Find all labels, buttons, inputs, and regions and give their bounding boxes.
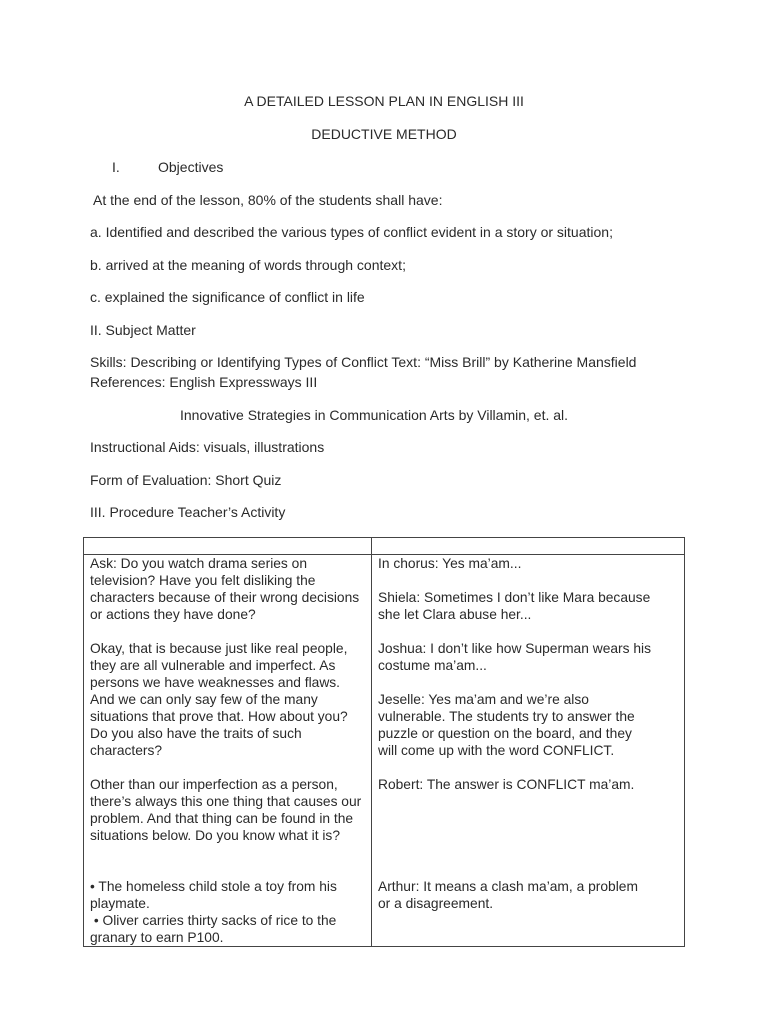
teacher-text-line: situations that prove that. How about you? xyxy=(90,709,348,724)
teacher-text-line: granary to earn P100. xyxy=(90,930,224,945)
teacher-text-line: characters because of their wrong decisions xyxy=(90,590,360,605)
student-text-line: will come up with the word CONFLICT. xyxy=(378,743,615,758)
student-text-line: she let Clara abuse her... xyxy=(378,607,532,622)
student-paragraph xyxy=(378,776,678,793)
spacer xyxy=(378,844,678,861)
student-paragraph xyxy=(378,640,678,674)
student-text-line: Robert: The answer is CONFLICT ma’am. xyxy=(378,777,635,792)
spacer xyxy=(90,759,365,776)
objective-item-a: a. Identified and described the various types of conflict evident in a story or situation; xyxy=(90,224,613,240)
references-line-2: Innovative Strategies in Communication Arts by Villamin, et. al. xyxy=(180,407,569,423)
student-text-line: costume ma’am... xyxy=(378,658,487,673)
teacher-text-line: Ask: Do you watch drama series on xyxy=(90,556,308,571)
subject-matter-heading: II. Subject Matter xyxy=(90,322,196,338)
spacer xyxy=(90,623,365,640)
student-text-line: Jeselle: Yes ma’am and we’re also xyxy=(378,692,589,707)
teacher-text-line: situations below. Do you know what it is? xyxy=(90,828,341,843)
spacer xyxy=(378,623,678,640)
skills-line: Skills: Describing or Identifying Types of Conflict Text: “Miss Brill” by Katherine Mansfield xyxy=(90,354,637,370)
teacher-text-line: characters? xyxy=(90,743,163,758)
teacher-text-line: Okay, that is because just like real people, xyxy=(90,641,348,656)
spacer xyxy=(378,861,678,878)
student-text-line: Arthur: It means a clash ma’am, a problem xyxy=(378,879,638,894)
teacher-text-line: And we can only say few of the many xyxy=(90,692,318,707)
objectives-intro: At the end of the lesson, 80% of the students shall have: xyxy=(93,192,443,208)
table-header-row xyxy=(84,538,685,555)
spacer xyxy=(378,810,678,827)
student-text-line: or a disagreement. xyxy=(378,896,494,911)
student-text-line: vulnerable. The students try to answer the xyxy=(378,709,635,724)
teacher-text-line: television? Have you felt disliking the xyxy=(90,573,316,588)
student-text-line: Joshua: I don’t like how Superman wears his xyxy=(378,641,652,656)
spacer xyxy=(378,827,678,844)
teacher-text-line: Do you also have the traits of such xyxy=(90,726,302,741)
evaluation-line: Form of Evaluation: Short Quiz xyxy=(90,472,282,488)
student-text-line: puzzle or question on the board, and they xyxy=(378,726,632,741)
document-title: A DETAILED LESSON PLAN IN ENGLISH III xyxy=(244,93,524,109)
student-paragraph xyxy=(378,555,678,572)
teacher-text-line: there’s always this one thing that causes our xyxy=(90,794,362,809)
objective-item-b: b. arrived at the meaning of words through context; xyxy=(90,257,406,273)
teacher-text-line: or actions they have done? xyxy=(90,607,256,622)
teacher-text-line: problem. And that thing can be found in the xyxy=(90,811,354,826)
spacer xyxy=(90,844,365,861)
instructional-aids-line: Instructional Aids: visuals, illustrations xyxy=(90,439,325,455)
teacher-paragraph xyxy=(90,640,365,759)
teacher-text-line: • Oliver carries thirty sacks of rice to the xyxy=(90,913,337,928)
teacher-text-line: playmate. xyxy=(90,896,150,911)
document-subtitle: DEDUCTIVE METHOD xyxy=(311,126,457,142)
teacher-activity-cell xyxy=(84,555,372,947)
student-activity-cell xyxy=(372,555,685,947)
student-paragraph xyxy=(378,691,678,759)
spacer xyxy=(378,572,678,589)
student-text-line: Shiela: Sometimes I don’t like Mara because xyxy=(378,590,651,605)
spacer xyxy=(90,861,365,878)
teacher-paragraph xyxy=(90,878,365,946)
teacher-paragraph xyxy=(90,776,365,844)
objectives-heading: Objectives xyxy=(158,159,224,175)
teacher-text-line: persons we have weaknesses and flaws. xyxy=(90,675,341,690)
procedure-table xyxy=(83,537,685,947)
table-header-cell-students xyxy=(372,538,685,555)
table-header-cell-teacher xyxy=(84,538,372,555)
teacher-text-line: Other than our imperfection as a person, xyxy=(90,777,338,792)
teacher-text-line: • The homeless child stole a toy from his xyxy=(90,879,337,894)
student-text-line: In chorus: Yes ma’am... xyxy=(378,556,522,571)
objectives-number: I. xyxy=(112,159,120,175)
references-line: References: English Expressways III xyxy=(90,374,318,390)
teacher-paragraph xyxy=(90,555,365,623)
student-paragraph xyxy=(378,589,678,623)
table-row xyxy=(84,555,685,947)
spacer xyxy=(378,759,678,776)
teacher-text-line: they are all vulnerable and imperfect. As xyxy=(90,658,336,673)
spacer xyxy=(378,793,678,810)
student-paragraph xyxy=(378,878,678,912)
spacer xyxy=(378,674,678,691)
objective-item-c: c. explained the significance of conflict in life xyxy=(90,289,365,305)
procedure-heading: III. Procedure Teacher’s Activity xyxy=(90,504,286,520)
